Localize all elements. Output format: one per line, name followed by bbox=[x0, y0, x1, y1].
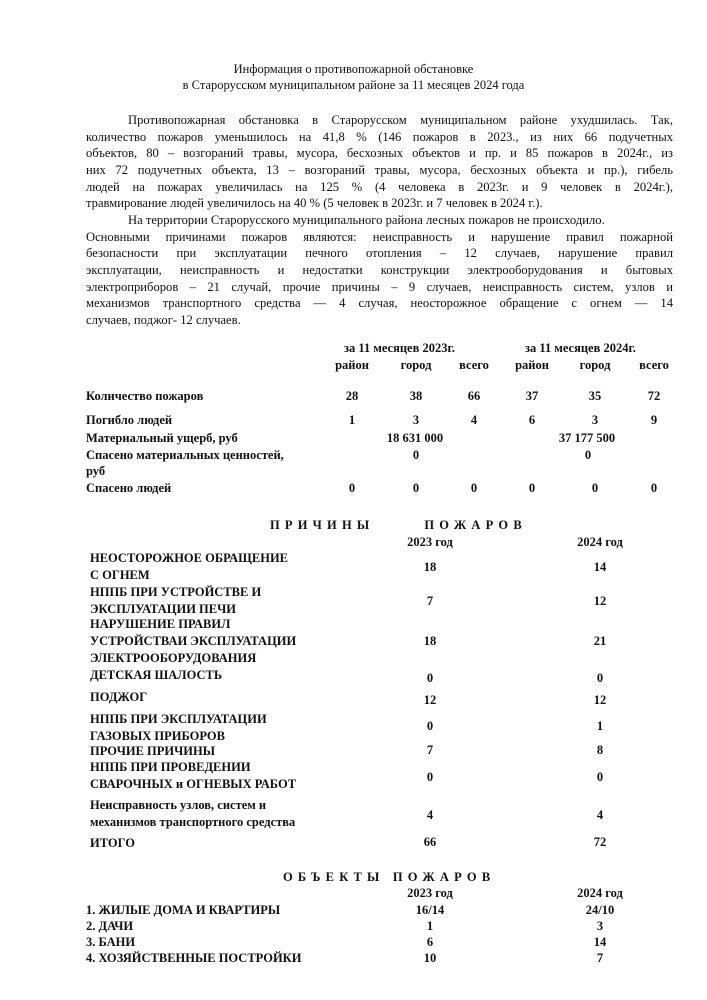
cause-value-2024: 8 bbox=[596, 743, 604, 757]
cause-total-label: ИТОГО bbox=[90, 836, 135, 850]
stat-cell: 0 bbox=[412, 481, 420, 495]
text-line: электроприборов – 21 случай, прочие причины – 9 случаев, неисправность систем, узлов и bbox=[86, 279, 673, 294]
object-label: 3. БАНИ bbox=[86, 935, 136, 949]
saved-people-label: Спасено людей bbox=[86, 481, 172, 495]
damage-2024: 37 177 500 bbox=[558, 431, 616, 445]
cause-value-2023: 18 bbox=[423, 634, 437, 648]
objects-year-2023: 2023 год bbox=[407, 886, 453, 900]
cause-value-2024: 21 bbox=[593, 634, 607, 648]
object-value-2023: 16/14 bbox=[415, 903, 445, 917]
stat-cell: 0 bbox=[348, 481, 356, 495]
cause-value-2024: 14 bbox=[593, 560, 607, 574]
objects-heading: ОБЪЕКТЫ ПОЖАРОВ bbox=[283, 870, 496, 884]
cause-value-2023: 4 bbox=[426, 808, 434, 822]
stat-cell: 0 bbox=[470, 481, 478, 495]
text-line: эксплуатации, неисправность и недостатки конструкции электрооборудования и бытовых bbox=[86, 263, 673, 278]
fires-label: Количество пожаров bbox=[86, 389, 204, 403]
stat-cell: 72 bbox=[647, 389, 661, 403]
stat-cell: 28 bbox=[345, 389, 359, 403]
cause-label: НППБ ПРИ ЭКСПЛУАТАЦИИ ГАЗОВЫХ ПРИБОРОВ bbox=[90, 712, 267, 743]
cause-value-2024: 0 bbox=[596, 671, 604, 685]
cause-value-2023: 0 bbox=[426, 671, 434, 685]
stat-cell: 6 bbox=[528, 413, 536, 427]
cause-value-2024: 4 bbox=[596, 808, 604, 822]
text-line: Основными причинами пожаров являются: неисправность и нарушение правил пожарной bbox=[86, 229, 673, 244]
cause-label: Неисправность узлов, систем и механизмов транспортного средства bbox=[90, 798, 296, 829]
object-value-2023: 6 bbox=[426, 935, 434, 949]
cause-label: ДЕТСКАЯ ШАЛОСТЬ bbox=[90, 668, 223, 682]
object-label: 1. ЖИЛЫЕ ДОМА И КВАРТИРЫ bbox=[86, 903, 281, 917]
stat-cell: 9 bbox=[650, 413, 658, 427]
cause-value-2023: 12 bbox=[423, 693, 437, 707]
stat-cell: 0 bbox=[528, 481, 536, 495]
text-line: людей на пожарах увеличилась на 125 % (4 человека в 2023г. и 9 человек в 2024г.), bbox=[86, 179, 673, 194]
saved-values-label-cont: руб bbox=[86, 464, 106, 478]
cause-value-2023: 7 bbox=[426, 594, 434, 608]
object-value-2024: 14 bbox=[593, 935, 607, 949]
text-line: объектов, 80 – возгораний травы, мусора, бесхозных объектов и пр. и 85 пожаров в 2024г., из bbox=[86, 146, 673, 161]
intro-paragraph-1 bbox=[86, 112, 673, 212]
stat-cell: 38 bbox=[409, 389, 423, 403]
stat-cell: 66 bbox=[467, 389, 481, 403]
cause-label: НАРУШЕНИЕ ПРАВИЛ УСТРОЙСТВАИ ЭКСПЛУАТАЦИИ ЭЛЕКТРООБОРУДОВАНИЯ bbox=[90, 617, 297, 665]
text-line: безопасности при эксплуатации печного отопления – 12 случаев, нарушение правил bbox=[86, 246, 673, 261]
object-label: 4. ХОЗЯЙСТВЕННЫЕ ПОСТРОЙКИ bbox=[86, 951, 302, 965]
objects-year-2024: 2024 год bbox=[577, 886, 623, 900]
col-header: город bbox=[400, 358, 432, 372]
stat-cell: 35 bbox=[588, 389, 602, 403]
stat-cell: 1 bbox=[348, 413, 356, 427]
text-line: количество пожаров уменьшилось на 41,8 % (146 пожаров в 2023., из них 66 подучетных bbox=[86, 129, 673, 144]
cause-value-2023: 7 bbox=[426, 743, 434, 757]
object-value-2023: 1 bbox=[426, 919, 434, 933]
text-line: травмирование людей увеличилось на 40 % (5 человек в 2023г. и 7 человек в 2024 г.). bbox=[86, 196, 543, 211]
saved-values-2024: 0 bbox=[584, 448, 592, 462]
col-header: всего bbox=[639, 358, 669, 372]
period-2024-header: за 11 месяцев 2024г. bbox=[525, 341, 636, 355]
col-header: всего bbox=[459, 358, 489, 372]
causes-heading: ПРИЧИНЫ ПОЖАРОВ bbox=[270, 518, 527, 532]
cause-value-2023: 0 bbox=[426, 770, 434, 784]
saved-values-2023: 0 bbox=[412, 448, 420, 462]
object-label: 2. ДАЧИ bbox=[86, 919, 134, 933]
cause-label: ПРОЧИЕ ПРИЧИНЫ bbox=[90, 744, 216, 758]
text-line: Противопожарная обстановка в Старорусском муниципальном районе ухудшилась. Так, bbox=[128, 113, 673, 127]
cause-label: НЕОСТОРОЖНОЕ ОБРАЩЕНИЕ С ОГНЕМ bbox=[90, 551, 288, 582]
cause-label: ПОДЖОГ bbox=[90, 690, 148, 704]
text-line: случаев, поджог- 12 случаев. bbox=[86, 313, 241, 328]
cause-total-2024: 72 bbox=[593, 835, 607, 849]
damage-2023: 18 631 000 bbox=[386, 431, 444, 445]
object-value-2024: 24/10 bbox=[585, 903, 615, 917]
object-value-2024: 7 bbox=[596, 951, 604, 965]
stat-cell: 37 bbox=[525, 389, 539, 403]
text-line: механизмов транспортного средства — 4 случая, неосторожное обращение с огнем — 14 bbox=[86, 296, 673, 311]
period-2023-header: за 11 месяцев 2023г. bbox=[344, 341, 455, 355]
doc-title-line1: Информация о противопожарной обстановке bbox=[233, 62, 474, 76]
saved-values-label: Спасено материальных ценностей, bbox=[86, 448, 284, 462]
deaths-label: Погибло людей bbox=[86, 413, 173, 427]
col-header: район bbox=[515, 358, 549, 372]
text-line: На территории Старорусского муниципального района лесных пожаров не происходило. bbox=[128, 213, 605, 227]
intro-paragraph-2 bbox=[86, 212, 673, 329]
stat-cell: 0 bbox=[591, 481, 599, 495]
text-line: них 72 подучетных объекта, 13 – возгораний травы, мусора, бесхозных объекта и пр.), гибель bbox=[86, 163, 673, 178]
cause-value-2024: 0 bbox=[596, 770, 604, 784]
col-header: город bbox=[579, 358, 611, 372]
cause-value-2023: 0 bbox=[426, 719, 434, 733]
cause-value-2023: 18 bbox=[423, 560, 437, 574]
object-value-2023: 10 bbox=[423, 951, 437, 965]
doc-title-line2: в Старорусском муниципальном районе за 11 месяцев 2024 года bbox=[182, 78, 525, 92]
stat-cell: 3 bbox=[591, 413, 599, 427]
cause-label: НППБ ПРИ ПРОВЕДЕНИИ СВАРОЧНЫХ и ОГНЕВЫХ РАБОТ bbox=[90, 760, 297, 791]
cause-value-2024: 1 bbox=[596, 719, 604, 733]
cause-label: НППБ ПРИ УСТРОЙСТВЕ И ЭКСПЛУАТАЦИИ ПЕЧИ bbox=[90, 585, 262, 616]
causes-year-2023: 2023 год bbox=[407, 535, 453, 549]
damage-label: Материальный ущерб, руб bbox=[86, 431, 238, 445]
col-header: район bbox=[335, 358, 369, 372]
cause-value-2024: 12 bbox=[593, 693, 607, 707]
stat-cell: 3 bbox=[412, 413, 420, 427]
object-value-2024: 3 bbox=[596, 919, 604, 933]
stat-cell: 0 bbox=[650, 481, 658, 495]
causes-year-2024: 2024 год bbox=[577, 535, 623, 549]
cause-value-2024: 12 bbox=[593, 594, 607, 608]
cause-total-2023: 66 bbox=[423, 835, 437, 849]
stat-cell: 4 bbox=[470, 413, 478, 427]
